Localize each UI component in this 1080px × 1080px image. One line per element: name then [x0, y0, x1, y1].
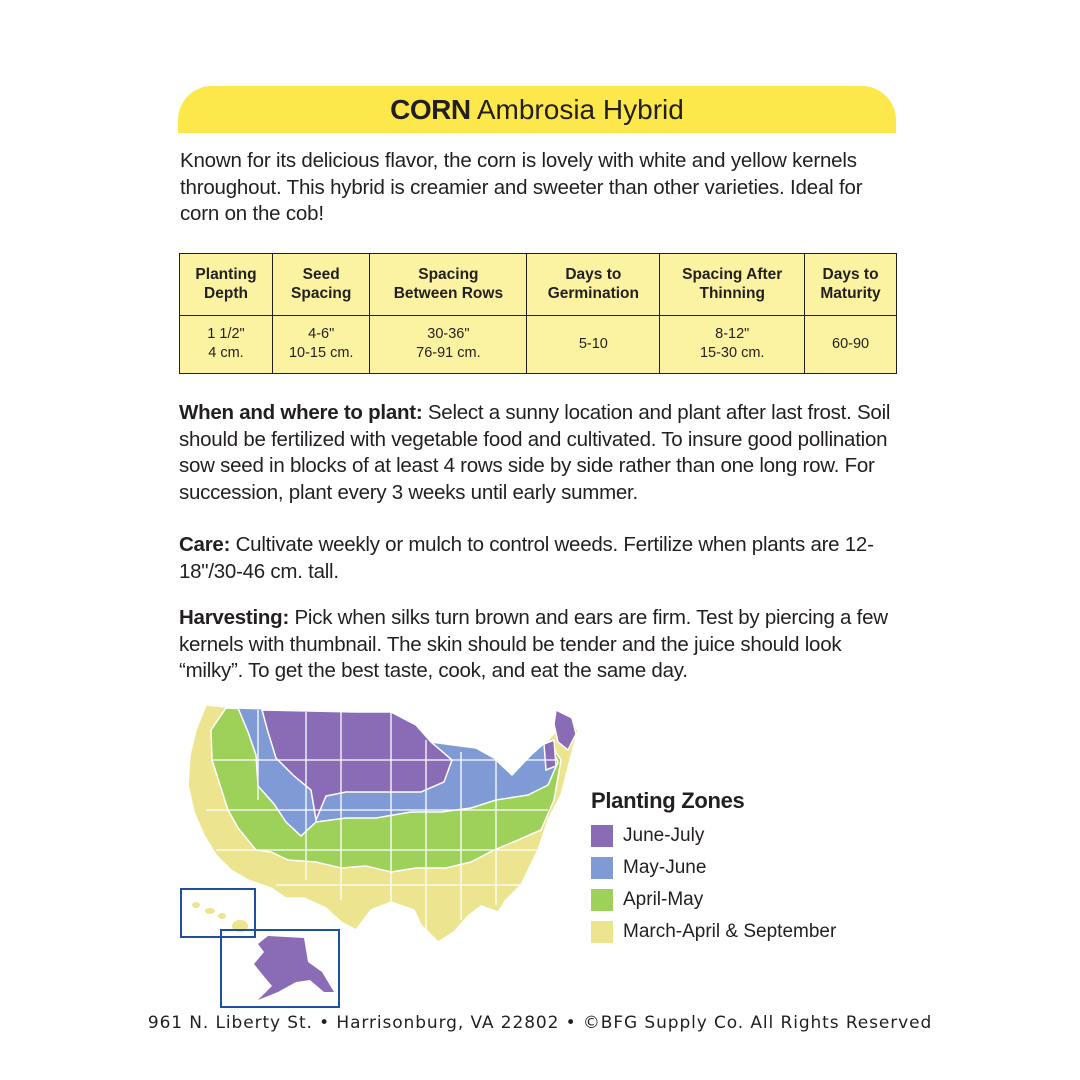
- product-variety: Ambrosia Hybrid: [476, 94, 684, 125]
- header-planting-depth: Planting Depth: [180, 254, 273, 316]
- legend-label: June-July: [623, 825, 705, 846]
- specs-header-row: [180, 254, 897, 316]
- harvesting-section: [179, 605, 899, 685]
- swatch-march-april-september: [591, 921, 613, 943]
- value-planting-depth: 1 1/2" 4 cm.: [180, 315, 273, 374]
- map-vermont-purple: [544, 740, 556, 770]
- hawaii-islands: [192, 902, 248, 932]
- when-where-text: Select a sunny location and plant after last frost. Soil should be fertilized with vegetable food and cultivated. To insure good pollination sow seed in blocks of at least 4 rows side by side rather than one long row. For succession, plant every 3 weeks until early summer.: [179, 401, 891, 504]
- header-seed-spacing: Seed Spacing: [272, 254, 369, 316]
- planting-specs-table: [179, 253, 897, 374]
- swatch-june-july: [591, 825, 613, 847]
- specs-value-row: [180, 315, 897, 374]
- product-description: Known for its delicious flavor, the corn is lovely with white and yellow kernels throughout. This hybrid is creamier and sweeter than other varieties. Ideal for corn on the cob!: [180, 149, 863, 225]
- legend-label: April-May: [623, 889, 704, 910]
- alaska-shape: [254, 936, 334, 1000]
- product-name: CORN: [390, 94, 471, 125]
- harvesting-text: Pick when silks turn brown and ears are firm. Test by piercing a few kernels with thumbnail. The skin should be tender and the juice should look “milky”. To get the best taste, cook, and eat the same day.: [179, 606, 888, 682]
- legend-item-march-april-september: [591, 916, 836, 948]
- when-where-section: [179, 400, 899, 506]
- harvesting-heading: Harvesting:: [179, 606, 290, 629]
- planting-zones-map: [176, 700, 586, 1012]
- care-section: [179, 532, 899, 585]
- value-seed-spacing: 4-6" 10-15 cm.: [272, 315, 369, 374]
- legend-item-april-may: [591, 884, 836, 916]
- footer-address: 961 N. Liberty St. • Harrisonburg, VA 22802 • ©BFG Supply Co. All Rights Reserved: [147, 1013, 933, 1033]
- header-maturity: Days to Maturity: [805, 254, 897, 316]
- legend-item-june-july: [591, 820, 836, 852]
- care-text: Cultivate weekly or mulch to control weeds. Fertilize when plants are 12-18"/30-46 cm. tall.: [179, 533, 874, 583]
- header-row-spacing: Spacing Between Rows: [370, 254, 527, 316]
- header-germination: Days to Germination: [527, 254, 660, 316]
- swatch-april-may: [591, 889, 613, 911]
- when-where-heading: When and where to plant:: [179, 401, 423, 424]
- legend-title: Planting Zones: [591, 788, 745, 813]
- header-thinning: Spacing After Thinning: [660, 254, 805, 316]
- product-title-bar: [178, 86, 896, 133]
- value-row-spacing: 30-36" 76-91 cm.: [370, 315, 527, 374]
- swatch-may-june: [591, 857, 613, 879]
- value-thinning: 8-12" 15-30 cm.: [660, 315, 805, 374]
- legend-item-may-june: [591, 852, 836, 884]
- value-germination: 5-10: [527, 315, 660, 374]
- care-heading: Care:: [179, 533, 231, 556]
- legend-label: March-April & September: [623, 921, 837, 942]
- legend-label: May-June: [623, 857, 707, 878]
- planting-zones-legend: [591, 788, 836, 948]
- value-maturity: 60-90: [805, 315, 897, 374]
